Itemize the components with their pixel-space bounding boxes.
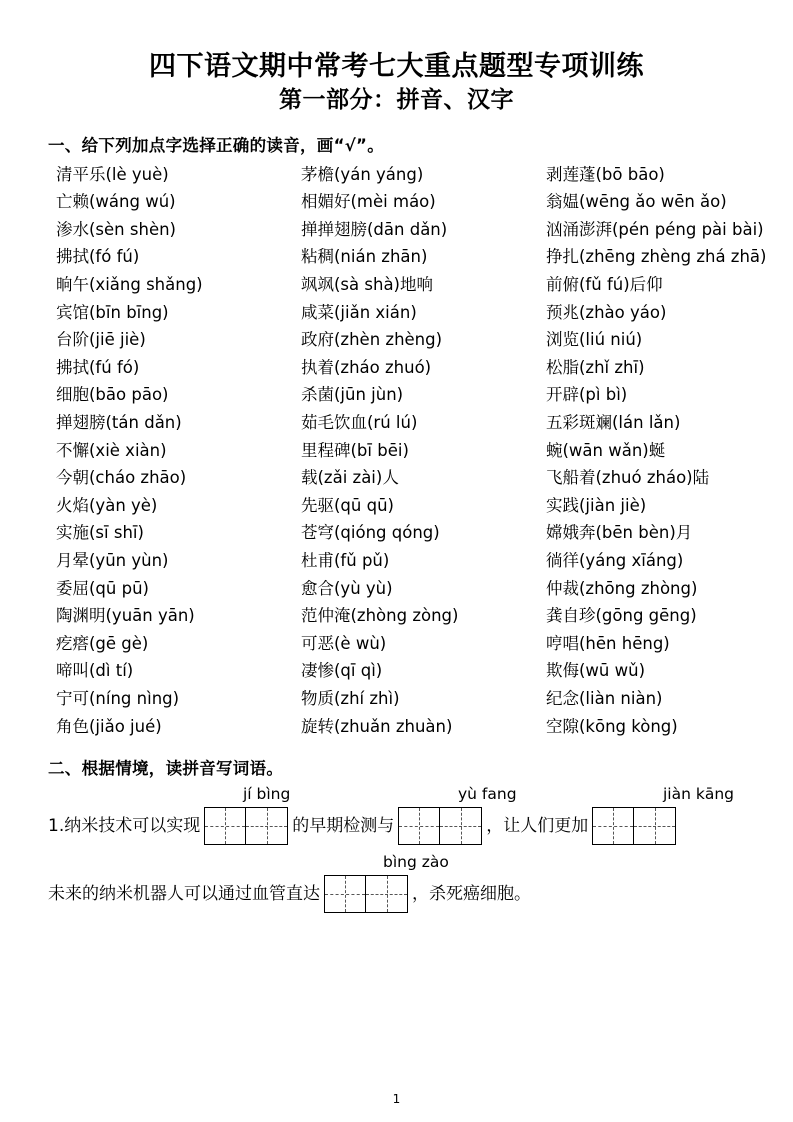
pinyin-item[interactable]: 剥莲蓬(bō bāo) <box>546 164 665 184</box>
pinyin-item[interactable]: 徜徉(yáng xīáng) <box>546 550 684 570</box>
pinyin-item[interactable]: 欺侮(wū wǔ) <box>546 661 646 681</box>
pinyin-item[interactable]: 茹毛饮血(rú lú) <box>301 412 418 432</box>
pinyin-item[interactable]: 掸掸翅膀(dān dǎn) <box>301 219 448 239</box>
pinyin-item[interactable]: 仲裁(zhōng zhòng) <box>546 578 698 598</box>
pinyin-item[interactable]: 实施(sī shī) <box>56 523 144 543</box>
pinyin-item[interactable]: 前俯(fǔ fú)后仰 <box>546 275 663 295</box>
pinyin-item[interactable]: 范仲淹(zhòng zòng) <box>301 606 459 626</box>
pinyin-item[interactable]: 汹涌澎湃(pén péng pài bài) <box>546 219 764 239</box>
question-1 <box>48 785 745 845</box>
answer-boxes[interactable] <box>398 807 482 845</box>
sentence-text: 1.纳米技术可以实现 <box>48 815 201 836</box>
answer-box[interactable] <box>634 807 676 845</box>
pinyin-item[interactable]: 掸翅膀(tán dǎn) <box>56 412 182 432</box>
answer-box[interactable] <box>324 875 366 913</box>
sentence-text: 的早期检测与 <box>292 815 395 836</box>
answer-box[interactable] <box>440 807 482 845</box>
pinyin-item[interactable]: 五彩斑斓(lán lǎn) <box>546 412 681 432</box>
pinyin-item[interactable]: 旋转(zhuǎn zhuàn) <box>301 716 453 736</box>
pinyin-item[interactable]: 不懈(xiè xiàn) <box>56 440 167 460</box>
question-1-sentence <box>48 807 745 845</box>
pinyin-item[interactable]: 火焰(yàn yè) <box>56 495 158 515</box>
answer-box[interactable] <box>204 807 246 845</box>
pinyin-item[interactable]: 台阶(jiē jiè) <box>56 330 146 350</box>
pinyin-item[interactable]: 愈合(yù yù) <box>301 578 393 598</box>
pinyin-item[interactable]: 杜甫(fǔ pǔ) <box>301 550 390 570</box>
pinyin-item[interactable]: 晌午(xiǎng shǎng) <box>56 275 203 295</box>
question-2-sentence <box>48 875 745 913</box>
pinyin-item[interactable]: 纪念(liàn niàn) <box>546 688 663 708</box>
pinyin-item[interactable]: 杀菌(jūn jùn) <box>301 385 404 405</box>
pinyin-item[interactable]: 委屈(qū pū) <box>56 578 149 598</box>
section-two <box>48 755 745 913</box>
pinyin-item[interactable]: 开辟(pì bì) <box>546 385 628 405</box>
pinyin-item[interactable]: 里程碑(bī bēi) <box>301 440 409 460</box>
pinyin-item[interactable]: 陶渊明(yuān yān) <box>56 606 195 626</box>
section-two-heading: 二、根据情境，读拼音写词语。 <box>48 759 284 779</box>
section-one-heading: 一、给下列加点字选择正确的读音，画“√”。 <box>48 135 384 155</box>
pinyin-item[interactable]: 宁可(níng nìng) <box>56 688 180 708</box>
pinyin-item[interactable]: 物质(zhí zhì) <box>301 688 400 708</box>
pinyin-item[interactable]: 挣扎(zhēng zhèng zhá zhā) <box>546 247 767 267</box>
pinyin-hint: bìng zào <box>383 853 449 872</box>
sentence-text: 未来的纳米机器人可以通过血管直达 <box>48 883 320 904</box>
pinyin-item[interactable]: 先驱(qū qū) <box>301 495 394 515</box>
pinyin-item[interactable]: 月晕(yūn yùn) <box>56 550 169 570</box>
pinyin-item[interactable]: 飒飒(sà shà)地响 <box>301 275 433 295</box>
pinyin-item[interactable]: 宾馆(bīn bīng) <box>56 302 169 322</box>
pinyin-item[interactable]: 浏览(liú niú) <box>546 330 643 350</box>
pinyin-item[interactable]: 翁媪(wēng ǎo wēn ǎo) <box>546 192 727 212</box>
question-1-pinyin-row <box>48 785 745 807</box>
pinyin-item[interactable]: 执着(zháo zhuó) <box>301 357 432 377</box>
pinyin-item[interactable]: 苍穹(qióng qóng) <box>301 523 440 543</box>
pinyin-item[interactable]: 拂拭(fó fú) <box>56 247 140 267</box>
pinyin-item[interactable]: 哼唱(hēn hēng) <box>546 633 670 653</box>
pinyin-item[interactable]: 亡赖(wáng wú) <box>56 192 176 212</box>
pinyin-item[interactable]: 疙瘩(gē gè) <box>56 633 149 653</box>
pinyin-choice-grid <box>56 162 767 739</box>
pinyin-item[interactable]: 相媚好(mèi máo) <box>301 192 436 212</box>
pinyin-item[interactable]: 咸菜(jiǎn xián) <box>301 302 417 322</box>
pinyin-item[interactable]: 龚自珍(gōng gēng) <box>546 606 697 626</box>
pinyin-hint: yù fang <box>458 785 517 804</box>
pinyin-hint: jiàn kāng <box>663 785 734 804</box>
pinyin-item[interactable]: 可恶(è wù) <box>301 633 387 653</box>
sentence-text: ，让人们更加 <box>486 815 589 836</box>
pinyin-item[interactable]: 实践(jiàn jiè) <box>546 495 647 515</box>
pinyin-hint: jí bìng <box>243 785 291 804</box>
answer-boxes[interactable] <box>204 807 288 845</box>
pinyin-item[interactable]: 预兆(zhào yáo) <box>546 302 667 322</box>
pinyin-item[interactable]: 细胞(bāo pāo) <box>56 385 169 405</box>
title-block <box>48 50 745 116</box>
pinyin-item[interactable]: 蜿(wān wǎn)蜒 <box>546 440 666 460</box>
answer-box[interactable] <box>246 807 288 845</box>
answer-box[interactable] <box>398 807 440 845</box>
sentence-text: ，杀死癌细胞。 <box>412 883 531 904</box>
page-title: 四下语文期中常考七大重点题型专项训练 <box>149 51 644 82</box>
page-subtitle: 第一部分：拼音、汉字 <box>279 86 514 113</box>
pinyin-item[interactable]: 政府(zhèn zhèng) <box>301 330 443 350</box>
pinyin-item[interactable]: 嫦娥奔(bēn bèn)月 <box>546 523 693 543</box>
pinyin-item[interactable]: 清平乐(lè yuè) <box>56 164 169 184</box>
pinyin-item[interactable]: 凄惨(qī qì) <box>301 661 383 681</box>
question-2-pinyin-row <box>48 853 745 875</box>
answer-box[interactable] <box>366 875 408 913</box>
pinyin-item[interactable]: 茅檐(yán yáng) <box>301 164 424 184</box>
pinyin-item[interactable]: 松脂(zhǐ zhī) <box>546 357 645 377</box>
pinyin-item[interactable]: 角色(jiǎo jué) <box>56 716 162 736</box>
pinyin-item[interactable]: 载(zǎi zài)人 <box>301 468 399 488</box>
answer-box[interactable] <box>592 807 634 845</box>
answer-boxes[interactable] <box>592 807 676 845</box>
pinyin-item[interactable]: 空隙(kōng kòng) <box>546 716 678 736</box>
pinyin-item[interactable]: 粘稠(nián zhān) <box>301 247 428 267</box>
pinyin-item[interactable]: 拂拭(fú fó) <box>56 357 140 377</box>
page-number: 1 <box>392 1092 401 1106</box>
pinyin-item[interactable]: 啼叫(dì tí) <box>56 661 134 681</box>
pinyin-item[interactable]: 渗水(sèn shèn) <box>56 219 176 239</box>
pinyin-item[interactable]: 今朝(cháo zhāo) <box>56 468 187 488</box>
pinyin-item[interactable]: 飞船着(zhuó zháo)陆 <box>546 468 710 488</box>
question-2 <box>48 853 745 913</box>
answer-boxes[interactable] <box>324 875 408 913</box>
